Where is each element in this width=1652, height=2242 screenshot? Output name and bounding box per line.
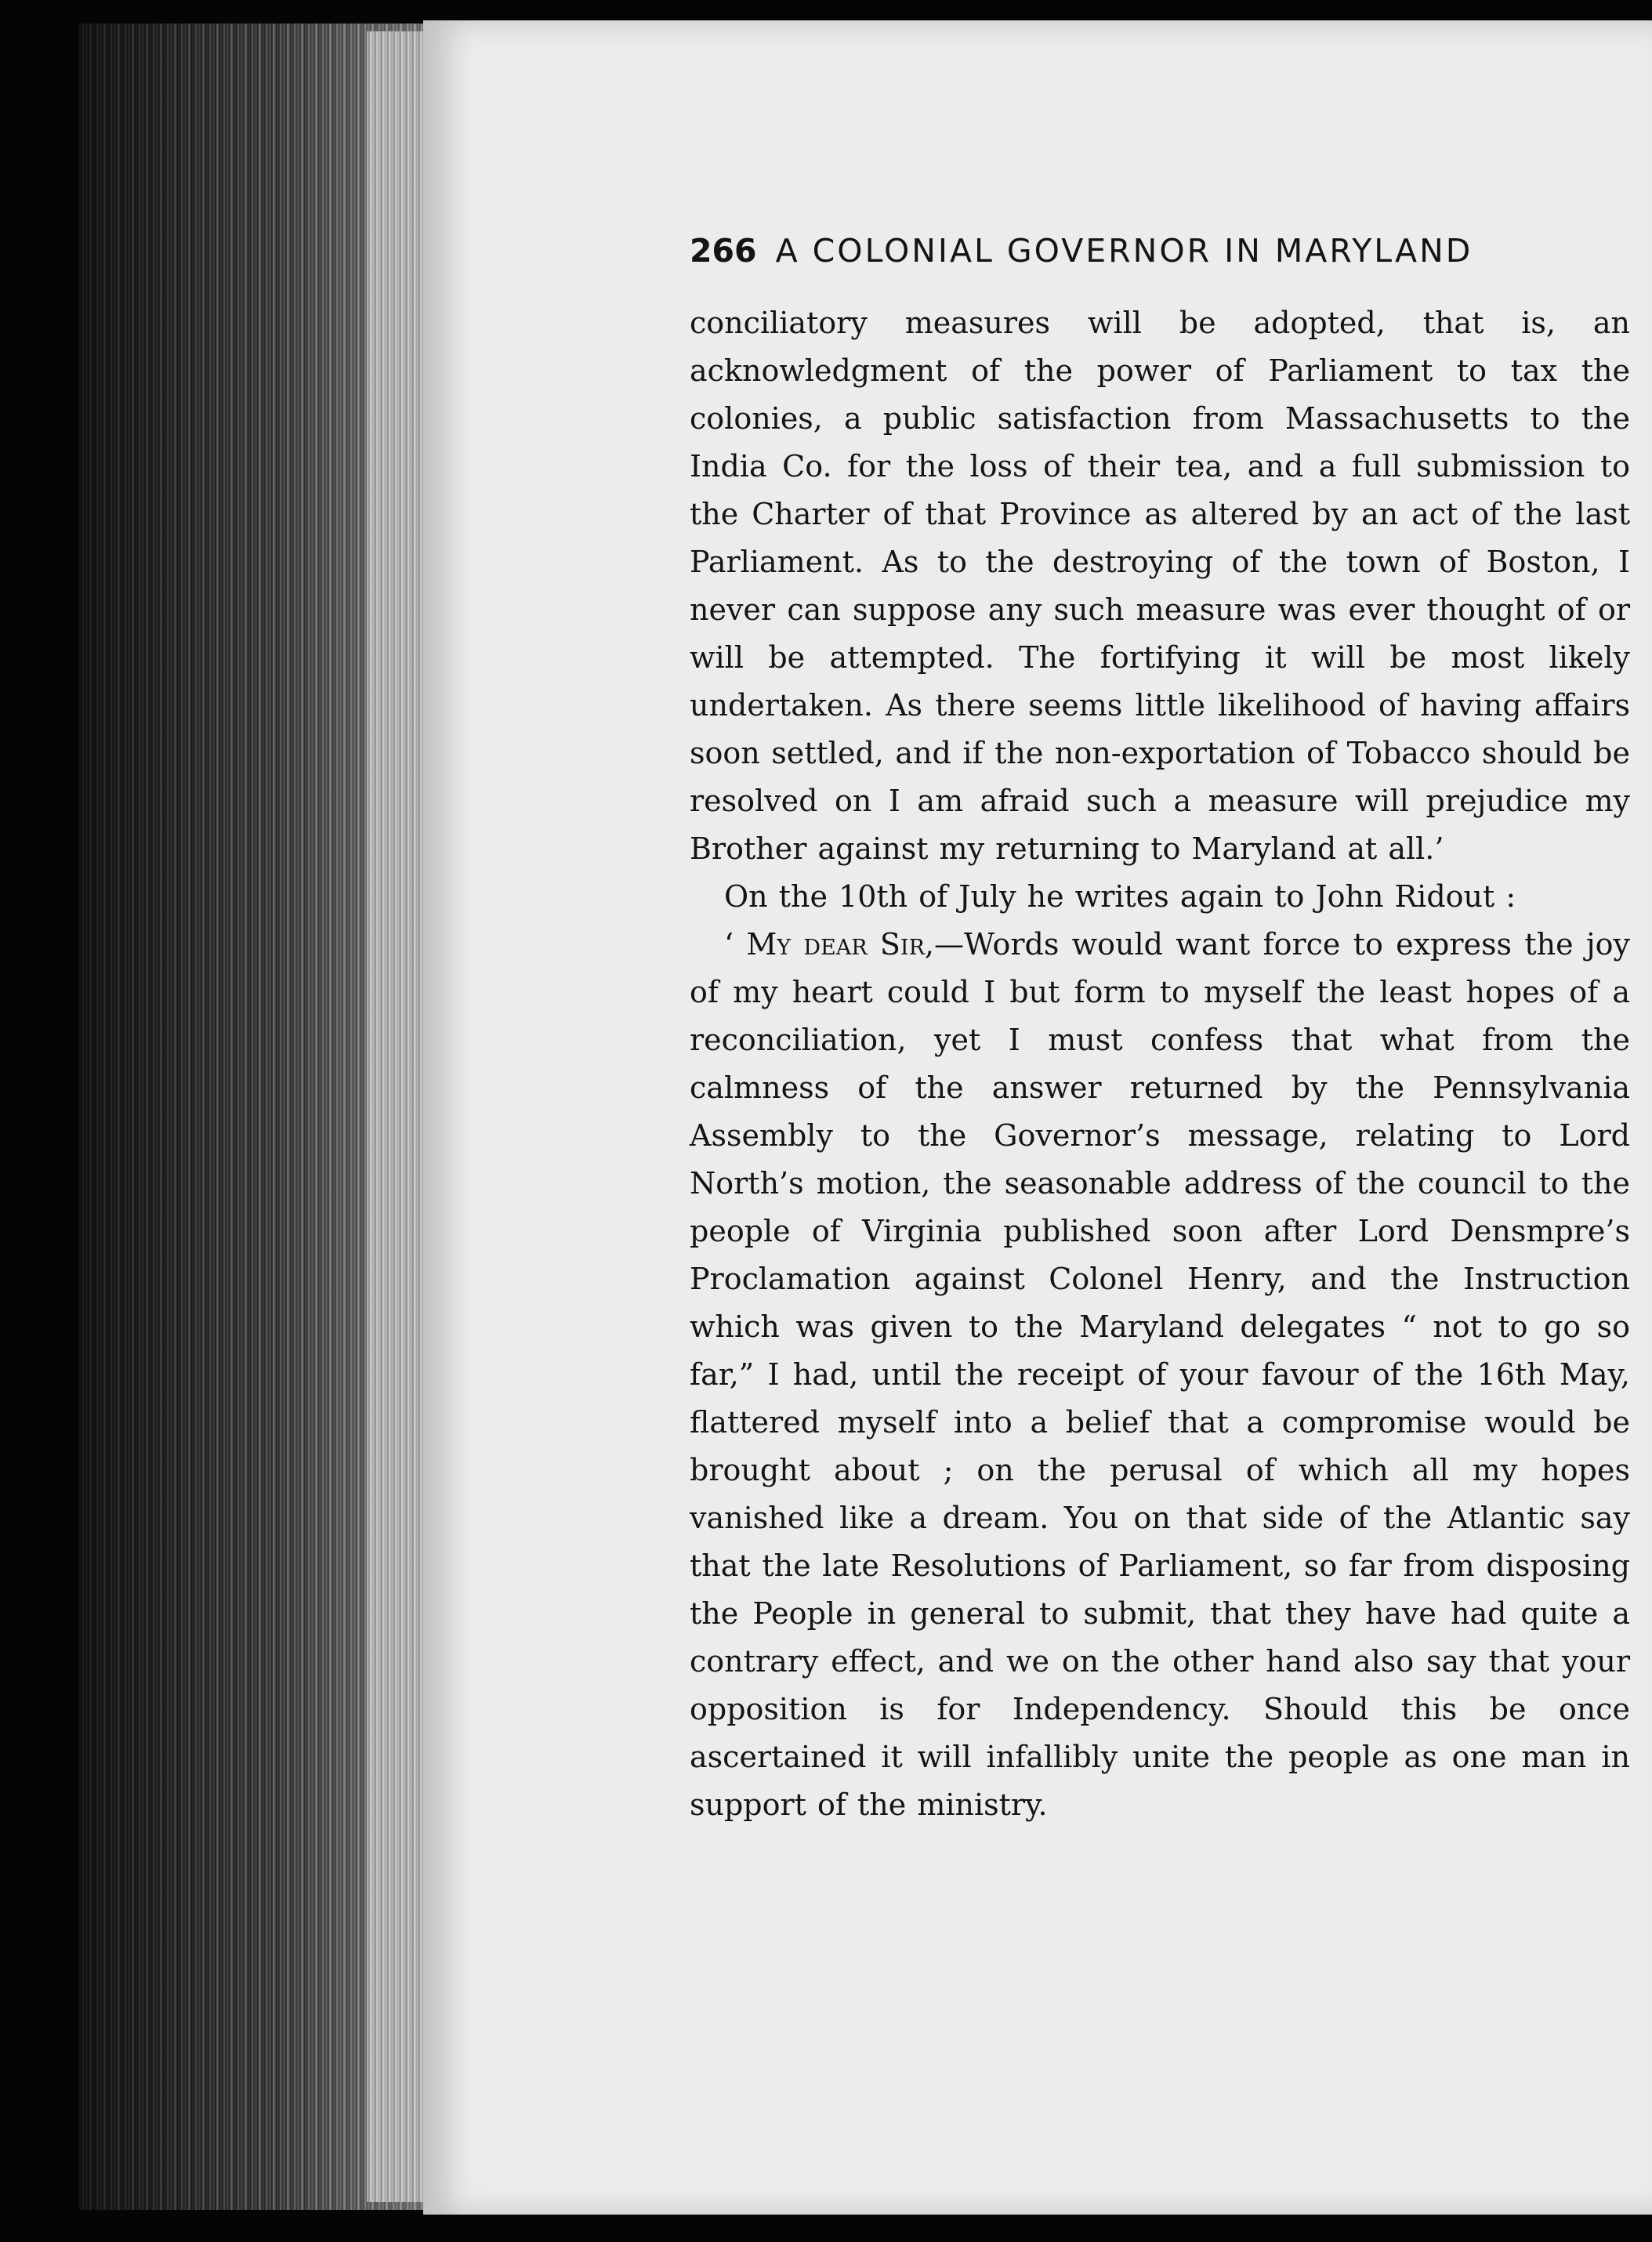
page-number: 266 xyxy=(690,232,757,270)
paragraph-letter xyxy=(690,921,1630,1829)
book-page-edge-highlight xyxy=(367,31,429,2202)
paragraph-continuation: conciliatory measures will be adopted, that is, an acknowledgment of the power of Parliament to tax the colonies, a public satisfaction from Massachusetts to the India Co. for the loss of their tea, and a full submission to the Charter of that Province as altered by an act of the last Parliament. As to the destroying of the town of Boston, I never can suppose any such measure was ever thought of or will be attempted. The fortifying it will be most likely undertaken. As there seems little likelihood of having affairs soon settled, and if the non-exportation of Tobacco should be resolved on I am afraid such a measure will prejudice my Brother against my returning to Maryland at all.’ xyxy=(690,306,1630,866)
running-head xyxy=(690,232,1630,270)
letter-body: —Words would want force to express the joy of my heart could I but form to myself the least hopes of a reconciliation, yet I must confess that what from the calmness of the answer returned by the Pennsylvania Assembly to the Governor’s message, relating to Lord North’s motion, the seasonable address of the council to the people of Virginia published soon after Lord Densmpre’s Proclamation against Colonel Henry, and the Instruction which was given to the Maryland delegates “ not to go so far,” I had, until the receipt of your favour of the 16th May, flattered myself into a belief that a compromise would be brought about ; on the perusal of which all my hopes vanished like a dream. You on that side of the Atlantic say that the late Resolutions of Parliament, so far from disposing the People in general to submit, that they have had quite a contrary effect, and we on the other hand also say that your opposition is for Independency. Should this be once ascertained it will infallibly unite the people as one man in support of the ministry. xyxy=(690,927,1630,1822)
paragraph-narration: On the 10th of July he writes again to John Ridout : xyxy=(724,879,1516,914)
book-page xyxy=(423,20,1652,2215)
running-title: A COLONIAL GOVERNOR IN MARYLAND xyxy=(775,232,1473,270)
page-content xyxy=(690,216,1630,1829)
letter-salutation: ‘ My dear Sir, xyxy=(724,927,934,962)
